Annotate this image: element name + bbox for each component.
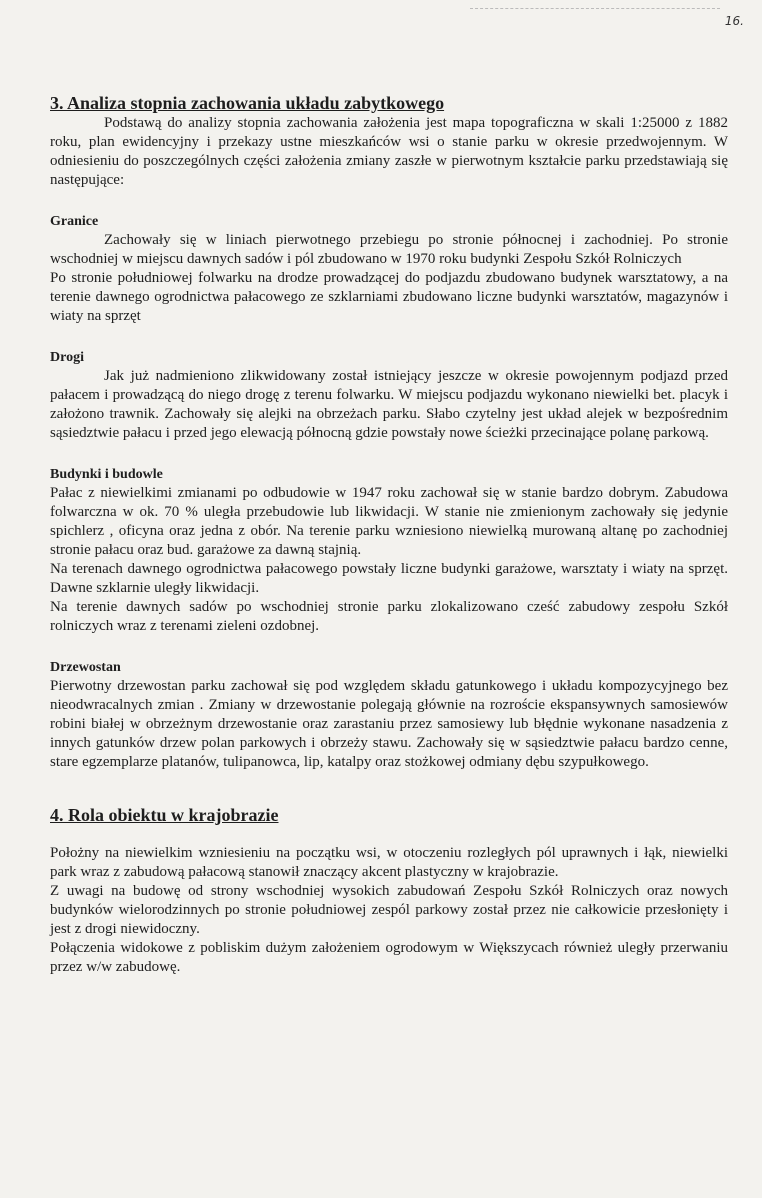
section-3-heading: 3. Analiza stopnia zachowania układu zabytkowego [50,93,445,113]
drzewostan-paragraph-1: Pierwotny drzewostan parku zachował się pod względem składu gatunkowego i układu kompozycyjnego bez nieodwracalnych zmian . Zmiany w drzewostanie polegają głównie na rozroście ekspansywnych samosiewów robini białej w obrzeżnym drzewostanie oraz zarastaniu przez samosiewy lub błędnie wykonane nasadzenia z innych gatunków drzew polan parkowych i obrzeży stawu. Zachowały się w sąsiedztwie pałacu bardzo cenne, stare egzemplarze platanów, tulipanowca, lip, katalpy oraz stożkowej odmiany dębu szypułkowego. [50,678,728,770]
granice-title: Granice [50,214,99,229]
section-4-paragraph-1: Położny na niewielkim wzniesieniu na początku wsi, w otoczeniu rozległych pól uprawnych i łąk, niewielki park wraz z zabudową pałacową stanowił znaczący akcent plastyczny w krajobrazie. [50,845,728,880]
section-3-intro: Podstawą do analizy stopnia zachowania założenia jest mapa topograficzna w skali 1:25000 z 1882 roku, plan ewidencyjny i przekazy ustne mieszkańców wsi o stanie parku w okresie przedwojennym. W odniesieniu do poszczególnych części założenia zmiany zaszłe w pierwotnym kształcie parku przedstawiają się następujące: [50,115,728,188]
top-rule [470,8,720,9]
budynki-paragraph-2: Na terenach dawnego ogrodnictwa pałacowego powstały liczne budynki garażowe, warsztaty i wiaty na sprzęt. Dawne szklarnie uległy likwidacji. [50,561,728,596]
section-4-paragraph-3: Połączenia widokowe z pobliskim dużym założeniem ogrodowym w Większycach również uległy przerwaniu przez w/w zabudowę. [50,940,728,975]
granice-paragraph-2: Po stronie południowej folwarku na drodze prowadzącej do podjazdu zbudowano budynek warsztatowy, a na terenie dawnego ogrodnictwa pałacowego ze szklarniami zbudowano liczne budynki warsztatów, magazynów i wiaty na sprzęt [50,270,728,324]
budynki-title: Budynki i budowle [50,467,163,482]
budynki-paragraph-1: Pałac z niewielkimi zmianami po odbudowie w 1947 roku zachował się w stanie bardzo dobrym. Zabudowa folwarczna w ok. 70 % uległa przebudowie lub likwidacji. W stanie nie zmienionym zachowały się jedynie spichlerz , oficyna oraz jedna z obór. Na terenie parku wzniesiono niewielką murowaną altanę po zachodniej stronie pałacu oraz bud. garażowe za dawną stajnią. [50,485,728,558]
drogi-title: Drogi [50,350,84,365]
page-number: 16. [724,14,744,28]
document-content [50,92,728,977]
section-4-heading: 4. Rola obiektu w krajobrazie [50,805,279,825]
granice-paragraph-1: Zachowały się w liniach pierwotnego przebiegu po stronie północnej i zachodniej. Po stronie wschodniej w miejscu dawnych sadów i pól zbudowano w 1970 roku budynki Zespołu Szkół Rolniczych [50,232,728,267]
section-4-paragraph-2: Z uwagi na budowę od strony wschodniej wysokich zabudowań Zespołu Szkół Rolniczych oraz nowych budynków wielorodzinnych po stronie południowej zespól parkowy został przez nie całkowicie przesłonięty i jest z drogi niewidoczny. [50,883,728,937]
drogi-paragraph-1: Jak już nadmieniono zlikwidowany został istniejący jeszcze w okresie powojennym podjazd przed pałacem i prowadzącą do niego drogę z terenu folwarku. W miejscu podjazdu wykonano niewielki bet. placyk i założono trawnik. Zachowały się alejki na obrzeżach parku. Słabo czytelny jest układ alejek w bezpośrednim sąsiedztwie pałacu i przed jego elewacją północną gdzie powstały nowe ścieżki przecinające polanę parkową. [50,368,728,441]
drzewostan-title: Drzewostan [50,660,121,675]
budynki-paragraph-3: Na terenie dawnych sadów po wschodniej stronie parku zlokalizowano cześć zabudowy zespołu Szkół rolniczych wraz z terenami zieleni ozdobnej. [50,599,728,634]
